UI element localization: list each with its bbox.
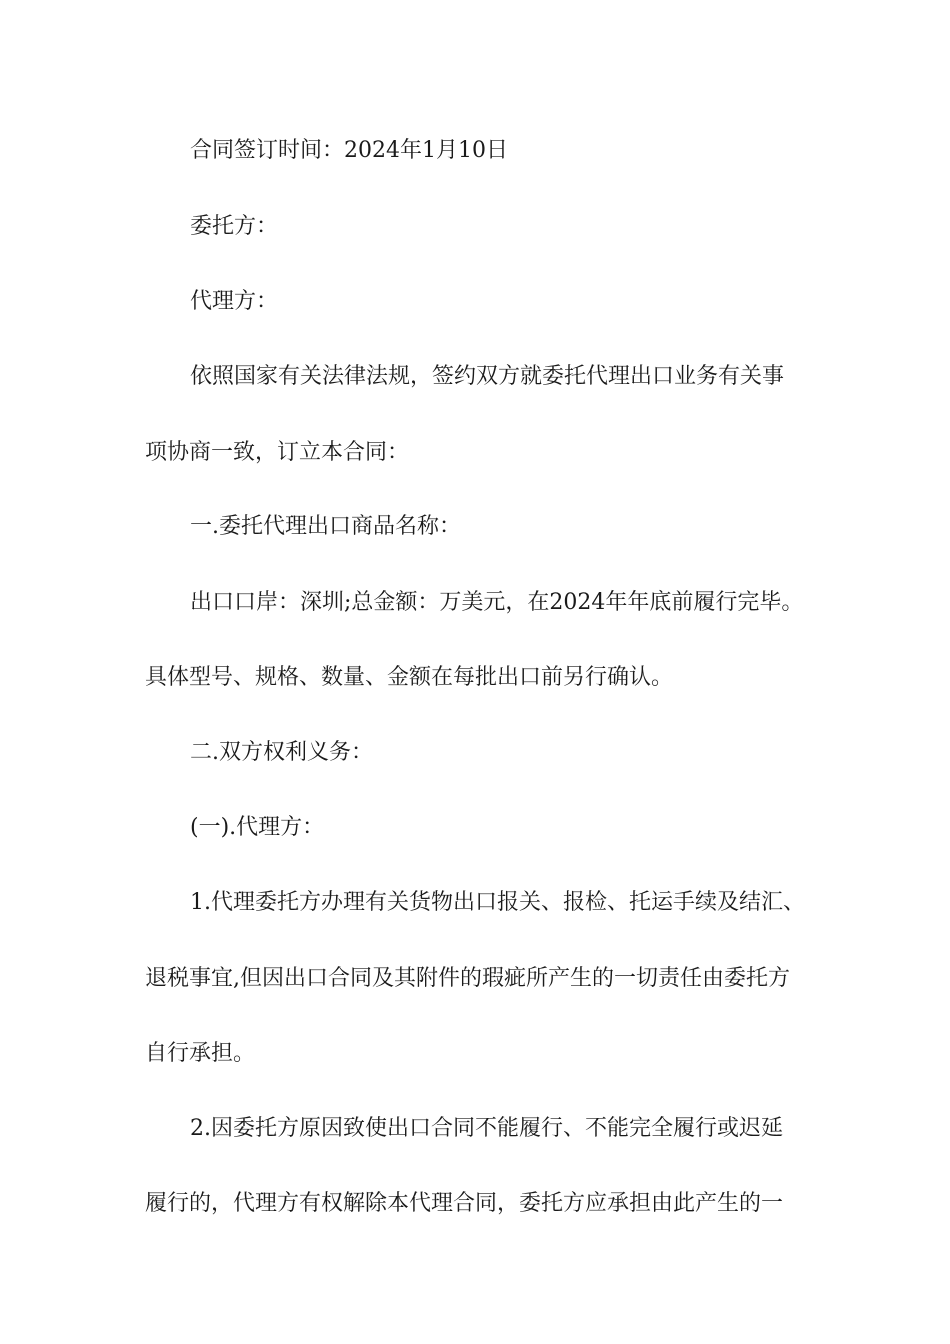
section-1-paragraph-line-2: 具体型号、规格、数量、金额在每批出口前另行确认。 <box>145 665 674 690</box>
clause-1-line-3: 自行承担。 <box>145 1041 256 1066</box>
subsection-agent-heading: (一).代理方： <box>190 815 325 840</box>
clause-2-line-1: 2.因委托方原因致使出口合同不能履行、不能完全履行或迟延 <box>190 1116 783 1141</box>
principal-label: 委托方： <box>190 214 279 239</box>
clause-1-line-2: 退税事宜,但因出口合同及其附件的瑕疵所产生的一切责任由委托方 <box>145 966 790 991</box>
contract-date-line: 合同签订时间：2024年1月10日 <box>190 138 508 163</box>
preamble-line-2: 项协商一致，订立本合同： <box>145 440 410 465</box>
clause-2-line-2: 履行的，代理方有权解除本代理合同，委托方应承担由此产生的一 <box>145 1191 784 1216</box>
section-1-heading: 一.委托代理出口商品名称： <box>190 514 461 539</box>
clause-1-line-1: 1.代理委托方办理有关货物出口报关、报检、托运手续及结汇、 <box>190 890 805 915</box>
agent-label: 代理方： <box>190 289 279 314</box>
preamble-line-1: 依照国家有关法律法规，签约双方就委托代理出口业务有关事 <box>190 364 785 389</box>
section-1-paragraph-line-1: 出口口岸：深圳;总金额：万美元，在2024年年底前履行完毕。 <box>190 590 804 615</box>
section-2-heading: 二.双方权利义务： <box>190 740 373 765</box>
